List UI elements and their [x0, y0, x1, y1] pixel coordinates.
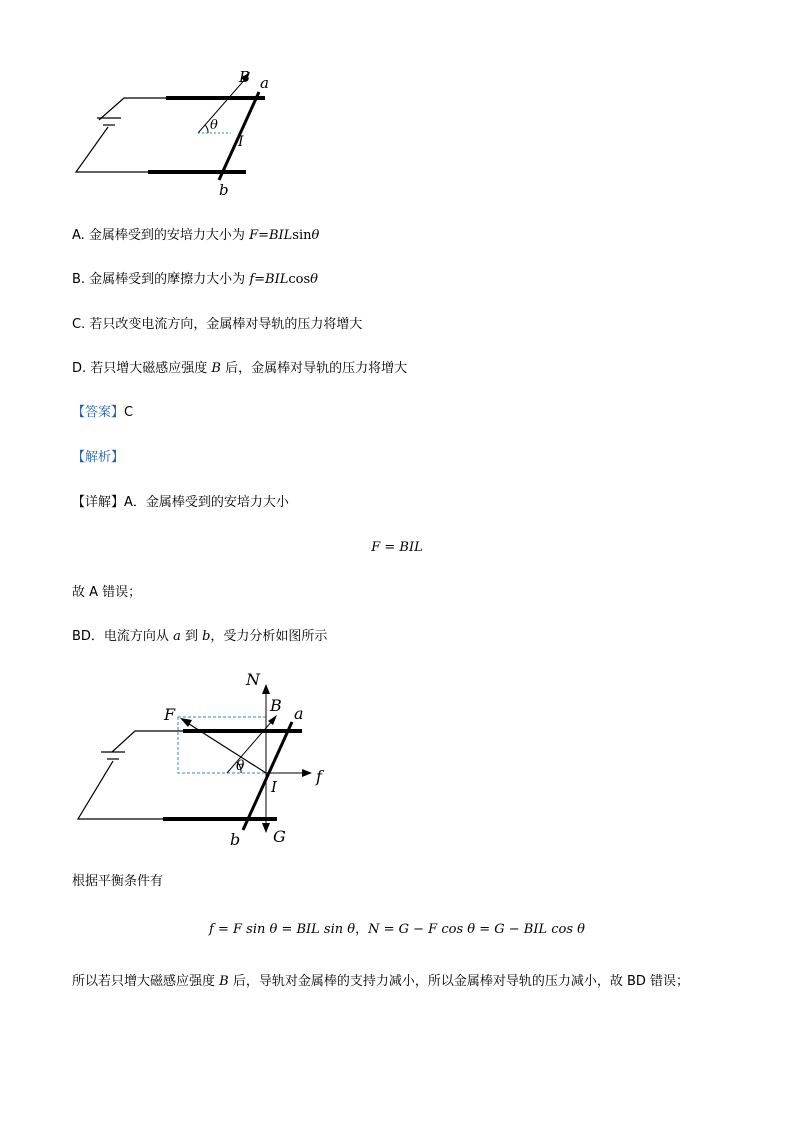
- answer-value: C: [124, 405, 134, 420]
- analysis-line: [72, 449, 124, 467]
- label-theta: θ: [210, 118, 218, 133]
- option-a: A. 金属棒受到的安培力大小为 F=BILsinθ: [72, 228, 320, 243]
- label-I: I: [238, 134, 244, 150]
- detail-line: 【详解】A．金属棒受到的安培力大小: [72, 495, 289, 510]
- ampere-force-arrowhead: [180, 718, 192, 727]
- label-a: a: [260, 74, 269, 92]
- wire-bottom: [78, 761, 163, 819]
- metal-rod: [243, 722, 292, 830]
- friction-arrowhead: [302, 769, 312, 777]
- option-c: C. 若只改变电流方向，金属棒对导轨的压力将增大: [72, 317, 363, 332]
- angle-arc: [205, 125, 208, 133]
- label-a: a: [294, 704, 304, 723]
- equilibrium-line: 根据平衡条件有: [72, 874, 164, 889]
- label-f: f: [316, 767, 322, 786]
- wire-top: [99, 98, 166, 120]
- detail-tag: 【详解】: [72, 495, 125, 510]
- analysis-tag: 【解析】: [72, 450, 125, 465]
- label-B: B: [270, 696, 282, 715]
- option-b: B. 金属棒受到的摩擦力大小为 f=BILcosθ: [72, 272, 318, 287]
- label-F: F: [164, 705, 176, 724]
- label-theta: θ: [236, 758, 245, 774]
- label-I: I: [271, 778, 277, 796]
- label-b: b: [230, 830, 241, 849]
- label-b: b: [219, 181, 229, 199]
- answer-line: [72, 404, 133, 422]
- wire-top: [112, 731, 183, 752]
- label-N: N: [246, 670, 260, 689]
- option-d: D. 若只增大磁感应强度 B 后，金属棒对导轨的压力将增大: [72, 361, 408, 376]
- gravity-arrowhead: [262, 823, 270, 833]
- conclusion-a: 故 A 错误；: [72, 585, 142, 600]
- label-B: B: [239, 68, 251, 86]
- bd-intro: BD．电流方向从 a 到 b，受力分析如图所示: [72, 629, 328, 644]
- final-conclusion: 所以若只增大磁感应强度 B 后，导轨对金属棒的支持力减小，所以金属棒对导轨的压力减小，故 BD 错误；: [72, 974, 690, 989]
- figure-2-force-analysis: [0, 660, 794, 860]
- formula-equilibrium: f = F sin θ = BIL sin θ，N = G − F cos θ = G − BIL cos θ: [209, 922, 585, 937]
- wire-bottom: [76, 127, 148, 172]
- normal-force-arrowhead: [262, 684, 270, 694]
- label-G: G: [273, 827, 286, 846]
- formula-ampere-force: F = BIL: [371, 540, 423, 555]
- answer-tag: 【答案】: [72, 405, 125, 420]
